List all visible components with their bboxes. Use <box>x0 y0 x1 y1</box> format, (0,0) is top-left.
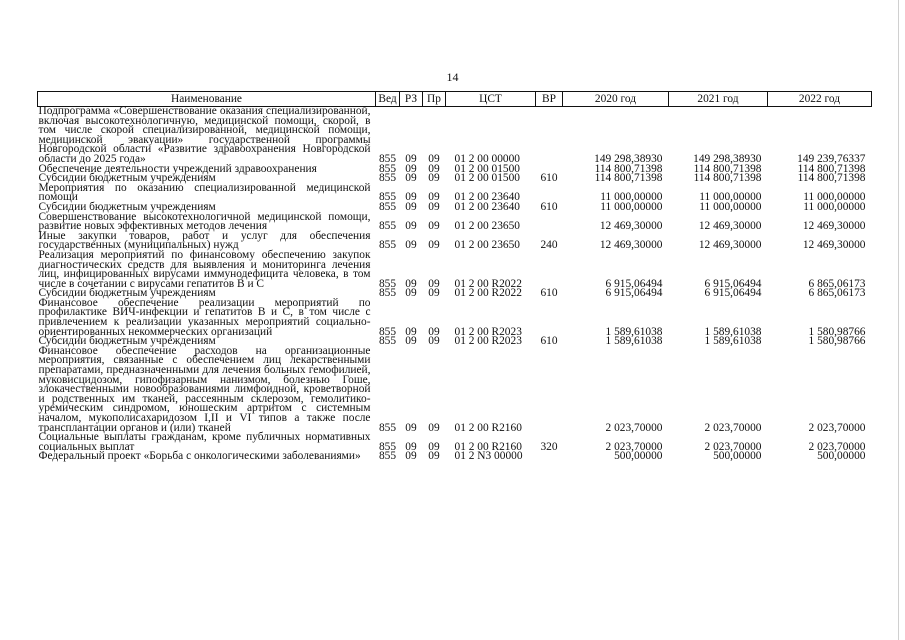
cell-2021: 500,00000 <box>713 450 762 463</box>
cell-pr: 09 <box>428 162 440 175</box>
cell-2021: 1 589,61038 <box>704 325 762 338</box>
cell-vr: 610 <box>540 172 558 185</box>
cell-ved: 855 <box>378 421 397 434</box>
cell-cst: 01 2 00 23640 <box>454 200 520 213</box>
cell-2021: 12 469,30000 <box>698 220 762 233</box>
table-row <box>38 347 872 433</box>
cell-rz: 09 <box>405 200 417 213</box>
cell-2021: 149 298,38930 <box>693 152 762 165</box>
cell-pr: 09 <box>428 152 440 165</box>
cell-name: Совершенствование высокотехнологичной медицинской помощи, развитие новых эффективных методов лечения <box>38 210 371 233</box>
cell-pr: 09 <box>428 191 440 204</box>
cell-vr: 320 <box>540 440 558 453</box>
cell-2022: 6 865,06173 <box>808 287 866 300</box>
cell-vr <box>536 452 563 462</box>
cell-rz: 09 <box>405 335 417 348</box>
cell-vr <box>536 347 563 433</box>
cell-2020: 149 298,38930 <box>594 152 663 165</box>
cell-2020: 12 469,30000 <box>599 220 663 233</box>
page-number: 14 <box>446 70 459 84</box>
cell-ved: 855 <box>378 440 397 453</box>
col-header-2021: 2021 год <box>669 92 768 107</box>
cell-name: Субсидии бюджетным учреждениям <box>38 335 216 348</box>
cell-rz: 09 <box>405 440 417 453</box>
cell-cst: 01 2 00 01500 <box>454 162 520 175</box>
cell-2020: 1 589,61038 <box>605 335 663 348</box>
cell-cst: 01 2 00 23650 <box>454 220 520 233</box>
cell-rz: 09 <box>405 277 417 290</box>
cell-2022: 12 469,30000 <box>802 239 866 252</box>
cell-cst: 01 2 00 00000 <box>454 152 520 165</box>
cell-2020: 11 000,00000 <box>600 200 663 213</box>
cell-pr: 09 <box>428 325 440 338</box>
cell-ved: 855 <box>378 191 397 204</box>
cell-2022: 149 239,76337 <box>797 152 866 165</box>
cell-cst: 01 2 00 R2160 <box>454 421 522 434</box>
cell-cst: 01 2 00 01500 <box>454 172 520 185</box>
cell-pr: 09 <box>428 450 440 463</box>
cell-rz: 09 <box>405 450 417 463</box>
cell-rz: 09 <box>405 172 417 185</box>
cell-pr: 09 <box>428 421 440 434</box>
cell-ved: 855 <box>378 239 397 252</box>
col-header-vr: ВР <box>536 92 563 107</box>
cell-2020: 6 915,06494 <box>605 287 663 300</box>
cell-pr: 09 <box>428 200 440 213</box>
cell-ved: 855 <box>378 220 397 233</box>
cell-ved: 855 <box>378 152 397 165</box>
cell-2022: 2 023,70000 <box>808 440 866 453</box>
budget-table <box>37 91 872 462</box>
cell-rz: 09 <box>405 191 417 204</box>
cell-rz: 09 <box>405 152 417 165</box>
cell-ved: 855 <box>378 287 397 300</box>
cell-name: Финансовое обеспечение расходов на организационные мероприятия, связанные с обеспечением лиц лекарственными препаратами, предназначенными для лечения больных гемофилией, муковисцидозом, гипофизарным нанизмом, болезнью Гоше, злокачественными новообразованиями лимфоидной, кроветворной и родственных им тканей, рассеянным склерозом, гемолитико-уремическим синдромом, юношеским артритом с системным началом, мукополисахаридозом I,II и VI типов а также после трансплантации органов и (или) тканей <box>38 344 371 434</box>
cell-rz: 09 <box>405 287 417 300</box>
cell-rz: 09 <box>405 325 417 338</box>
cell-2022: 6 865,06173 <box>808 277 866 290</box>
cell-pr: 09 <box>428 335 440 348</box>
cell-vr <box>536 213 563 232</box>
col-header-cst: ЦСТ <box>446 92 536 107</box>
cell-2022: 11 000,00000 <box>803 191 866 204</box>
table-row <box>38 299 872 337</box>
cell-ved: 855 <box>378 172 397 185</box>
cell-rz: 09 <box>405 162 417 175</box>
cell-vr: 610 <box>540 287 558 300</box>
cell-vr <box>536 251 563 289</box>
cell-2020: 114 800,71398 <box>594 162 663 175</box>
cell-cst: 01 2 00 R2022 <box>454 287 522 300</box>
cell-vr <box>536 107 563 165</box>
cell-name: Подпрограмма «Совершенствование оказания специализированной, включая высокотехнологичную, медицинской помощи, скорой, в том числе скорой специализированной, медицинской помощи, медицинской эвакуации» государственной программы Новгородской области «Развитие здравоохранения Новгородской области до 2025 года» <box>38 105 371 165</box>
cell-pr: 09 <box>428 287 440 300</box>
cell-2020: 6 915,06494 <box>605 277 663 290</box>
cell-name: Субсидии бюджетным учреждениям <box>38 287 216 300</box>
cell-2021: 11 000,00000 <box>699 200 762 213</box>
cell-ved: 855 <box>378 335 397 348</box>
table-row <box>38 251 872 289</box>
cell-name: Мероприятия по оказанию специализированной медицинской помощи <box>38 181 371 204</box>
cell-2021: 12 469,30000 <box>698 239 762 252</box>
cell-name: Обеспечение деятельности учреждений здравоохранения <box>38 162 317 175</box>
cell-cst: 01 2 00 23650 <box>454 239 520 252</box>
cell-2020: 500,00000 <box>614 450 663 463</box>
cell-cst: 01 2 00 R2023 <box>454 325 522 338</box>
cell-2021: 1 589,61038 <box>704 335 762 348</box>
cell-2021: 2 023,70000 <box>704 440 762 453</box>
cell-name: Субсидии бюджетным учреждениям <box>38 172 216 185</box>
cell-ved: 855 <box>378 277 397 290</box>
cell-pr: 09 <box>428 277 440 290</box>
cell-ved: 855 <box>378 325 397 338</box>
cell-ved: 855 <box>378 200 397 213</box>
cell-pr: 09 <box>428 220 440 233</box>
cell-vr <box>536 299 563 337</box>
cell-2020: 2 023,70000 <box>605 440 663 453</box>
cell-2020: 12 469,30000 <box>599 239 663 252</box>
cell-vr: 610 <box>540 200 558 213</box>
table-row <box>38 213 872 232</box>
cell-cst: 01 2 N3 00000 <box>454 450 523 463</box>
cell-ved: 855 <box>378 450 397 463</box>
cell-2021: 114 800,71398 <box>693 162 762 175</box>
cell-2022: 1 580,98766 <box>808 335 866 348</box>
cell-name: Социальные выплаты гражданам, кроме публичных нормативных социальных выплат <box>38 431 371 453</box>
cell-ved: 855 <box>378 162 397 175</box>
col-header-pr: Пр <box>423 92 446 107</box>
table-row <box>38 452 872 462</box>
cell-rz: 09 <box>405 421 417 434</box>
col-header-2020: 2020 год <box>563 92 669 107</box>
cell-cst: 01 2 00 R2022 <box>454 277 522 290</box>
cell-pr: 09 <box>428 239 440 252</box>
cell-pr: 09 <box>428 440 440 453</box>
col-header-name: Наименование <box>38 92 376 107</box>
cell-2021: 2 023,70000 <box>704 421 762 434</box>
cell-2022: 114 800,71398 <box>797 162 866 175</box>
cell-2022: 11 000,00000 <box>803 200 866 213</box>
cell-2021: 6 915,06494 <box>704 287 762 300</box>
col-header-2022: 2022 год <box>768 92 872 107</box>
cell-name: Субсидии бюджетным учреждениям <box>38 200 216 213</box>
cell-name: Федеральный проект «Борьба с онкологическими заболеваниями» <box>38 450 361 463</box>
cell-2021: 114 800,71398 <box>693 172 762 185</box>
cell-rz: 09 <box>405 239 417 252</box>
cell-2022: 2 023,70000 <box>808 421 866 434</box>
scan-edge-line <box>898 0 899 640</box>
cell-2022: 12 469,30000 <box>802 220 866 233</box>
col-header-ved: Вед <box>376 92 400 107</box>
cell-name: Иные закупки товаров, работ и услуг для обеспечения государственных (муниципальных) нужд <box>38 229 371 252</box>
cell-2022: 1 580,98766 <box>808 325 866 338</box>
cell-2020: 114 800,71398 <box>594 172 663 185</box>
cell-2022: 500,00000 <box>817 450 866 463</box>
cell-2022: 114 800,71398 <box>797 172 866 185</box>
cell-cst: 01 2 00 23640 <box>454 191 520 204</box>
cell-pr: 09 <box>428 172 440 185</box>
cell-2020: 1 589,61038 <box>605 325 663 338</box>
cell-cst: 01 2 00 R2023 <box>454 335 522 348</box>
table-row <box>38 107 872 165</box>
cell-name: Финансовое обеспечение реализации мероприятий по профилактике ВИЧ-инфекции и гепатитов В и С, в том числе с привлечением к реализации указанных мероприятий социально-ориентированных некоммерческих организаций <box>38 296 371 338</box>
cell-vr: 610 <box>540 335 558 348</box>
col-header-rz: РЗ <box>400 92 423 107</box>
cell-name: Реализация мероприятий по финансовому обеспечению закупок диагностических средств для выявления и мониторинга лечения лиц, инфицированных вирусами иммунодефицита человека, в том числе в сочетании с вирусами гепатитов В и С <box>38 248 371 290</box>
cell-rz: 09 <box>405 220 417 233</box>
cell-2020: 2 023,70000 <box>605 421 663 434</box>
cell-cst: 01 2 00 R2160 <box>454 440 522 453</box>
cell-2020: 11 000,00000 <box>600 191 663 204</box>
cell-2021: 11 000,00000 <box>699 191 762 204</box>
cell-vr: 240 <box>540 239 558 252</box>
cell-2021: 6 915,06494 <box>704 277 762 290</box>
